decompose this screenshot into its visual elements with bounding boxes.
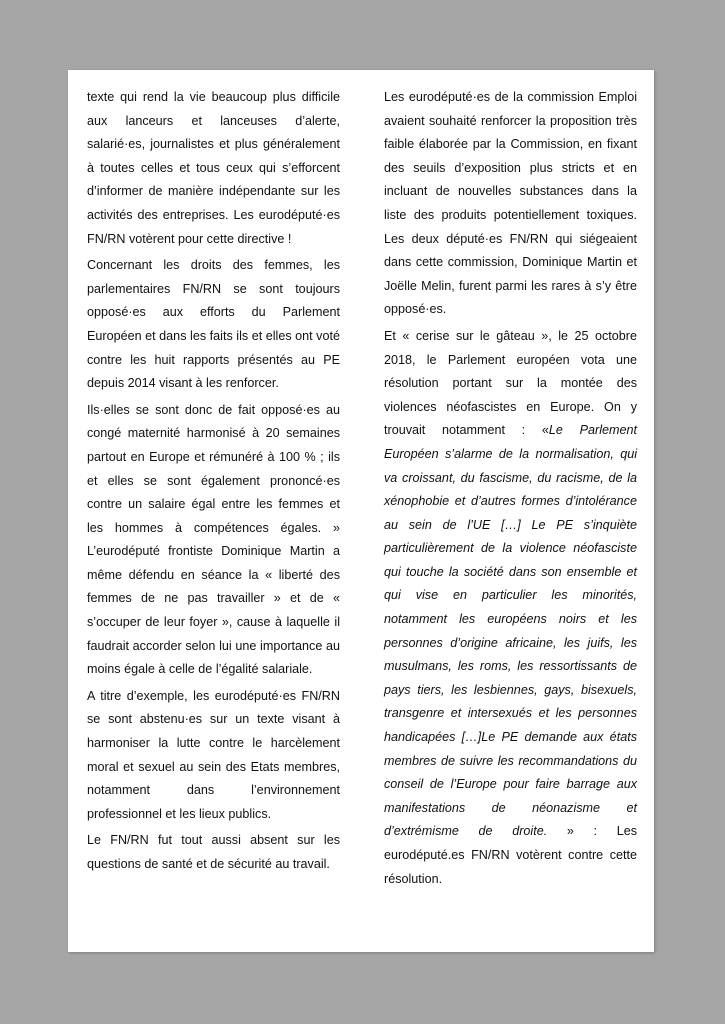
paragraph-harassment: A titre d’exemple, les eurodéputé·es FN/RN se sont abstenu·es sur un texte visant à harmoniser la lutte contre le harcèlement moral et sexuel au sein des Etats membres, notamment dans l’environnement professionnel et les lieux publics. [87, 688, 340, 821]
paragraph-employment-committee: Les eurodéputé·es de la commission Emploi avaient souhaité renforcer la proposition très faible élaborée par la Commission, en fixant des seuils d’exposition plus stricts et en incluant de nouvelles substances dans la liste des produits potentiellement toxiques. Les deux député·es FN/RN qui siégeaient dans cette commission, Dominique Martin et Joëlle Melin, furent parmi les rares à s’y être opposé·es. [384, 90, 637, 317]
paragraph-health-safety: Le FN/RN fut tout aussi absent sur les questions de santé et de sécurité au travail. [87, 833, 340, 871]
resolution-intro: Et « cerise sur le gâteau », le 25 octobre 2018, le Parlement européen vota une résolution portant sur la montée des violences néofascistes en Europe. On y trouvait notamment : « [384, 328, 637, 438]
right-column [384, 86, 637, 894]
resolution-outro: » : Les eurodéputé.es FN/RN votèrent contre cette résolution. [384, 824, 638, 886]
paragraph-whistleblowers: texte qui rend la vie beaucoup plus difficile aux lanceurs et lanceuses d’alerte, salarié·es, journalistes et plus généralement à toutes celles et tous ceux qui s’efforcent d’informer de manière indépendante sur les activités des entreprises. Les eurodéputé·es FN/RN votèrent pour cette directive ! [87, 90, 340, 246]
paragraph-womens-rights: Concernant les droits des femmes, les parlementaires FN/RN se sont toujours opposé·es aux efforts du Parlement Européen et dans les faits ils et elles ont voté contre les huit rapports présentés au PE depuis 2014 visant à les renforcer. [87, 258, 340, 391]
paragraph-resolution [384, 325, 637, 891]
paragraph-maternity-leave: Ils·elles se sont donc de fait opposé·es au congé maternité harmonisé à 20 semaines partout en Europe et rémunéré à 100 % ; ils et elles se sont également prononcé·es contre un salaire égal entre les femmes et les hommes à compétences égales. » L’eurodéputé frontiste Dominique Martin a même défendu en séance la « liberté des femmes de ne pas travailler » et de « s’occuper de leur foyer », cause à laquelle il faudrait accorder selon lui une importance au moins égale à celle de l’égalité salariale. [87, 402, 340, 677]
resolution-quote: Le Parlement Européen s’alarme de la normalisation, qui va croissant, du fascisme, du racisme, de la xénophobie et d’autres formes d’intolérance au sein de l’UE […] Le PE s’inquiète particulièrement de la violence néofasciste qui touche la société dans son ensemble et qui vise en particulier les minorités, notamment les européens noirs et les personnes d’origine africaine, les juifs, les musulmans, les roms, les ressortissants de pays tiers, les lesbiennes, gays, bisexuels, transgenre et intersexués et les personnes handicapées […]Le PE demande aux états membres de suivre les recommandations du conseil de l’Europe pour faire barrage aux manifestations de néonazisme et d’extrémisme de droite. [384, 423, 637, 839]
document-page [68, 70, 654, 952]
left-column [87, 86, 340, 880]
